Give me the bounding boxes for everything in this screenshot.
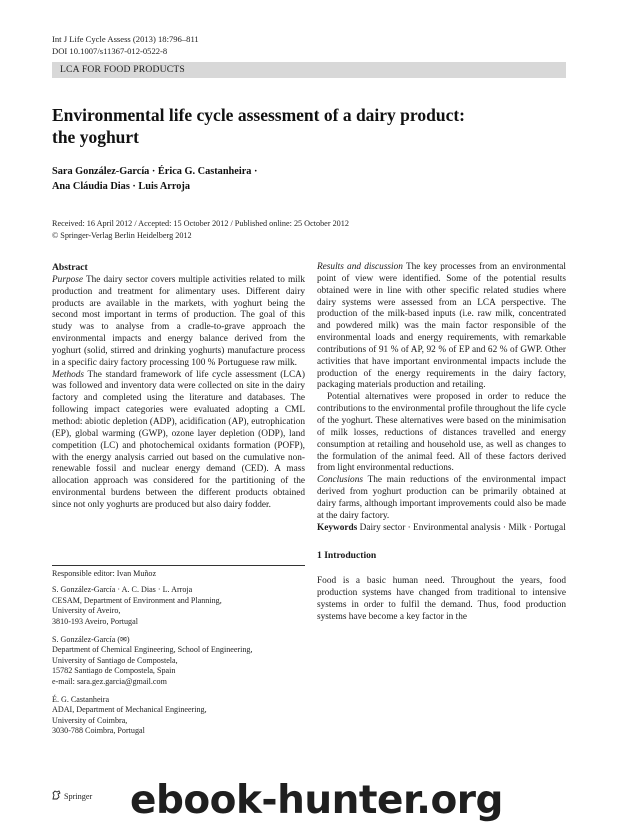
author-line: Ana Cláudia Dias · Luis Arroja — [52, 180, 190, 192]
author-line: Sara González-García · Érica G. Castanheira · — [52, 166, 258, 177]
methods-label: Methods — [52, 369, 85, 380]
section-heading-introduction: 1 Introduction — [317, 550, 377, 562]
journal-citation — [52, 34, 199, 57]
conclusions-text: The main reductions of the environmental impact derived from yoghurt production can be primarily obtained at dairy farms, although important improvements could also be made at the dairy factory. — [317, 475, 566, 521]
affiliation-line: 15782 Santiago de Compostela, Spain — [52, 666, 176, 676]
purpose-text: The dairy sector covers multiple activities related to milk production and treatment for alimentary uses. Different dairy products are available in the markets, with yoghurt being the second most important in terms of production. The goal of this study was to analyse from a cradle-to-grave approach the environmental impacts and energy balance derived from the yoghurt (solid, stirred and drinking yoghurts) manufacture process in a specific dairy factory processing 100 % Portuguese raw milk. — [52, 274, 305, 368]
abstract-purpose — [52, 275, 305, 370]
affiliation-line: University of Coimbra, — [52, 715, 128, 725]
affiliation-line: 3030-788 Coimbra, Portugal — [52, 726, 145, 736]
methods-text: The standard framework of life cycle assessment (LCA) was followed and inventory data were collected on site in the dairy factory and completed using the literature and databases. The following impact categories were evaluated adopting a CML method: abiotic depletion (ADP), acidification (AP), eutrophication (EP), global warming (GWP), ozone layer depletion (ODP), land competition (LC) and photochemical oxidants formation (POFP), with the energy analysis carried out based on the cumulative non-renewable fossil and nuclear energy demand (CED). A mass allocation approach was considered for the partitioning of the environmental burdens between the different products obtained since not only yoghurts are produced but also dairy fodder. — [52, 369, 305, 510]
watermark: ebook-hunter.org — [130, 778, 503, 823]
affiliation-line: É. G. Castanheira — [52, 695, 110, 705]
keywords-text: Dairy sector · Environmental analysis · Milk · Portugal — [359, 522, 566, 533]
responsible-editor: Responsible editor: Ivan Muñoz — [52, 569, 157, 578]
affiliation-block-3 — [52, 695, 305, 737]
journal-line: Int J Life Cycle Assess (2013) 18:796–811 — [52, 34, 199, 44]
publisher-name: Springer — [64, 792, 93, 801]
keywords-label: Keywords — [317, 522, 358, 533]
abstract-methods — [52, 370, 305, 512]
paper-title — [52, 104, 552, 148]
affiliation-line: 3810-193 Aveiro, Portugal — [52, 616, 138, 626]
affiliation-block-2 — [52, 635, 305, 687]
springer-horse-icon — [52, 790, 61, 800]
affiliation-block-1 — [52, 585, 305, 627]
affiliation-line: CESAM, Department of Environment and Planning, — [52, 595, 222, 605]
conclusions-label: Conclusions — [317, 475, 363, 486]
section-tag-label: LCA FOR FOOD PRODUCTS — [60, 64, 185, 75]
author-list — [52, 165, 512, 194]
title-line: the yoghurt — [52, 127, 140, 147]
affiliation-line: ADAI, Department of Mechanical Engineering, — [52, 705, 207, 715]
affiliation-line: S. González-García (✉) — [52, 635, 130, 645]
copyright-line: © Springer-Verlag Berlin Heidelberg 2012 — [52, 230, 192, 240]
keywords — [317, 523, 566, 535]
title-line: Environmental life cycle assessment of a dairy product: — [52, 105, 466, 125]
results-label: Results and discussion — [317, 262, 403, 272]
left-column — [52, 262, 305, 512]
abstract-results — [317, 262, 566, 392]
results-text: The key processes from an environmental point of view were identified. Some of the potential results obtained were in line with other specific related studies where dairy systems were assessed from an LCA perspective. The production of the milk-based inputs (i.e. raw milk, concentrated and powdered milk) was the main factor responsible of the environmental loads and energy requirements, with remarkable contributions of 91 % of AP, 92 % of EP and 62 % of GWP. Other activities that have important environmental impacts include the production of the energy requirements in the dairy factory, packaging materials production and retailing. — [317, 262, 566, 391]
publication-dates — [52, 218, 349, 241]
abstract-results-cont: Potential alternatives were proposed in order to reduce the contributions to the environmental profile throughout the life cycle of the yoghurt. These alternatives were based on the minimisation of milk losses, reductions of distances travelled and energy consumption at retailing and household use, as well as changes to the formulation of the animal feed. All of these factors derived from light environmental reductions. — [317, 392, 566, 474]
footnote-divider — [52, 565, 305, 566]
section-tag — [52, 62, 566, 78]
affiliation-line: Department of Chemical Engineering, School of Engineering, — [52, 645, 253, 655]
publisher-footer — [52, 790, 92, 801]
affiliation-notes — [52, 569, 305, 745]
dates-line: Received: 16 April 2012 / Accepted: 15 October 2012 / Published online: 25 October 2012 — [52, 219, 349, 228]
abstract-conclusions — [317, 475, 566, 522]
affiliation-line: University of Santiago de Compostela, — [52, 655, 178, 665]
affiliation-line: University of Aveiro, — [52, 606, 121, 616]
doi-line: DOI 10.1007/s11367-012-0522-8 — [52, 45, 168, 56]
abstract-heading: Abstract — [52, 262, 88, 273]
affiliation-line: S. González-García · A. C. Dias · L. Arroja — [52, 585, 193, 595]
email-line[interactable]: e-mail: sara.gez.garcia@gmail.com — [52, 676, 167, 686]
right-column — [317, 262, 566, 624]
purpose-label: Purpose — [52, 274, 83, 285]
introduction-paragraph: Food is a basic human need. Throughout the years, food production systems have changed from traditional to intensive systems in order to fulfil the demand. Thus, food production systems have become a key factor in the — [317, 576, 566, 622]
